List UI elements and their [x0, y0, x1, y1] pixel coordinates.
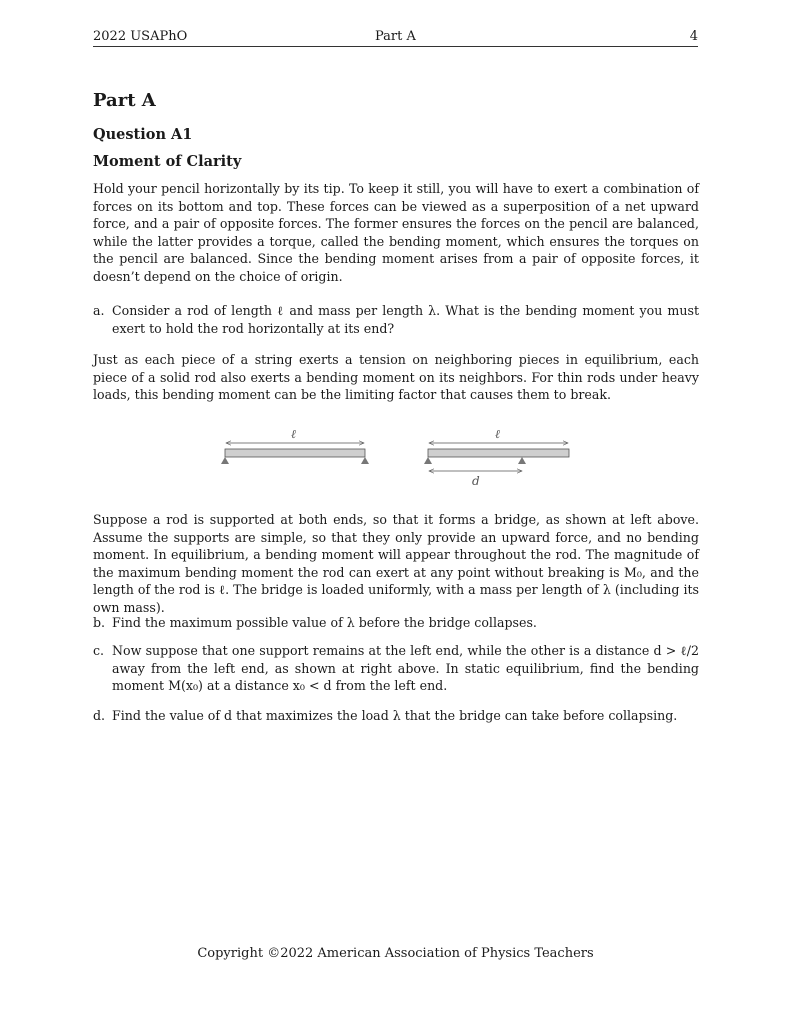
question-part-b [93, 614, 699, 632]
bridge-paragraph: Suppose a rod is supported at both ends, so that it forms a bridge, as shown at left above. Assume the supports are simple, so that they only provide an upward force, and no bending moment. In equilibrium, a bending moment will appear throughout the rod. The magnitude of the maximum bending moment the rod can exert at any point without breaking is M₀, and the length of the rod is ℓ. The bridge is loaded uniformly, with a mass per length of λ (including its own mass). [93, 512, 699, 615]
part-b-label: b. [93, 615, 106, 630]
question-title: Question A1 [93, 126, 193, 143]
right-length-label: ℓ [495, 427, 500, 441]
part-d-label: d. [93, 708, 106, 723]
middle-paragraph: Just as each piece of a string exerts a tension on neighboring pieces in equilibrium, each piece of a solid rod also exerts a bending moment on its neighbors. For thin rods under heavy loads, this bending moment can be the limiting factor that causes them to break. [93, 352, 699, 403]
support-distance-label: d [472, 474, 480, 488]
part-b-text: Find the maximum possible value of λ before the bridge collapses. [112, 615, 537, 630]
question-part-a [93, 302, 699, 337]
intro-paragraph: Hold your pencil horizontally by its tip. To keep it still, you will have to exert a combination of forces on its bottom and top. These forces can be viewed as a superposition of a net upward force, and a pair of opposite forces. The former ensures the forces on the pencil are balanced, while the latter provides a torque, called the bending moment, which ensures the torques on the pencil are balanced. Since the bending moment arises from a pair of opposite forces, it doesn’t depend on the choice of origin. [93, 181, 699, 284]
copyright-footer: Copyright ©2022 American Association of Physics Teachers [197, 946, 594, 961]
part-title: Part A [93, 90, 156, 111]
right-bridge-left-support [424, 457, 432, 464]
page-header [93, 28, 698, 47]
left-bridge-right-support [361, 457, 369, 464]
part-c-text: Now suppose that one support remains at the left end, while the other is a distance d > ℓ/2 away from the left end, as shown at right above. In static equilibrium, find the bending moment M(x₀) at a distance x₀ < d from the left end. [112, 643, 699, 694]
part-a-label: a. [93, 303, 105, 318]
bridge-figure [215, 424, 585, 494]
question-subtitle: Moment of Clarity [93, 153, 242, 170]
part-c-label: c. [93, 643, 105, 658]
page-number: 4 [689, 29, 698, 44]
part-d-text: Find the value of d that maximizes the load λ that the bridge can take before collapsing. [112, 708, 678, 723]
right-rod [428, 449, 569, 457]
question-part-d [93, 707, 699, 725]
question-part-c [93, 642, 699, 695]
left-length-label: ℓ [291, 427, 296, 441]
header-center: Part A [375, 29, 416, 44]
part-a-text: Consider a rod of length ℓ and mass per length λ. What is the bending moment you must exert to hold the rod horizontally at its end? [112, 303, 699, 336]
header-left: 2022 USAPhO [93, 29, 188, 44]
left-bridge-left-support [221, 457, 229, 464]
left-rod [225, 449, 365, 457]
right-bridge-inner-support [518, 457, 526, 464]
